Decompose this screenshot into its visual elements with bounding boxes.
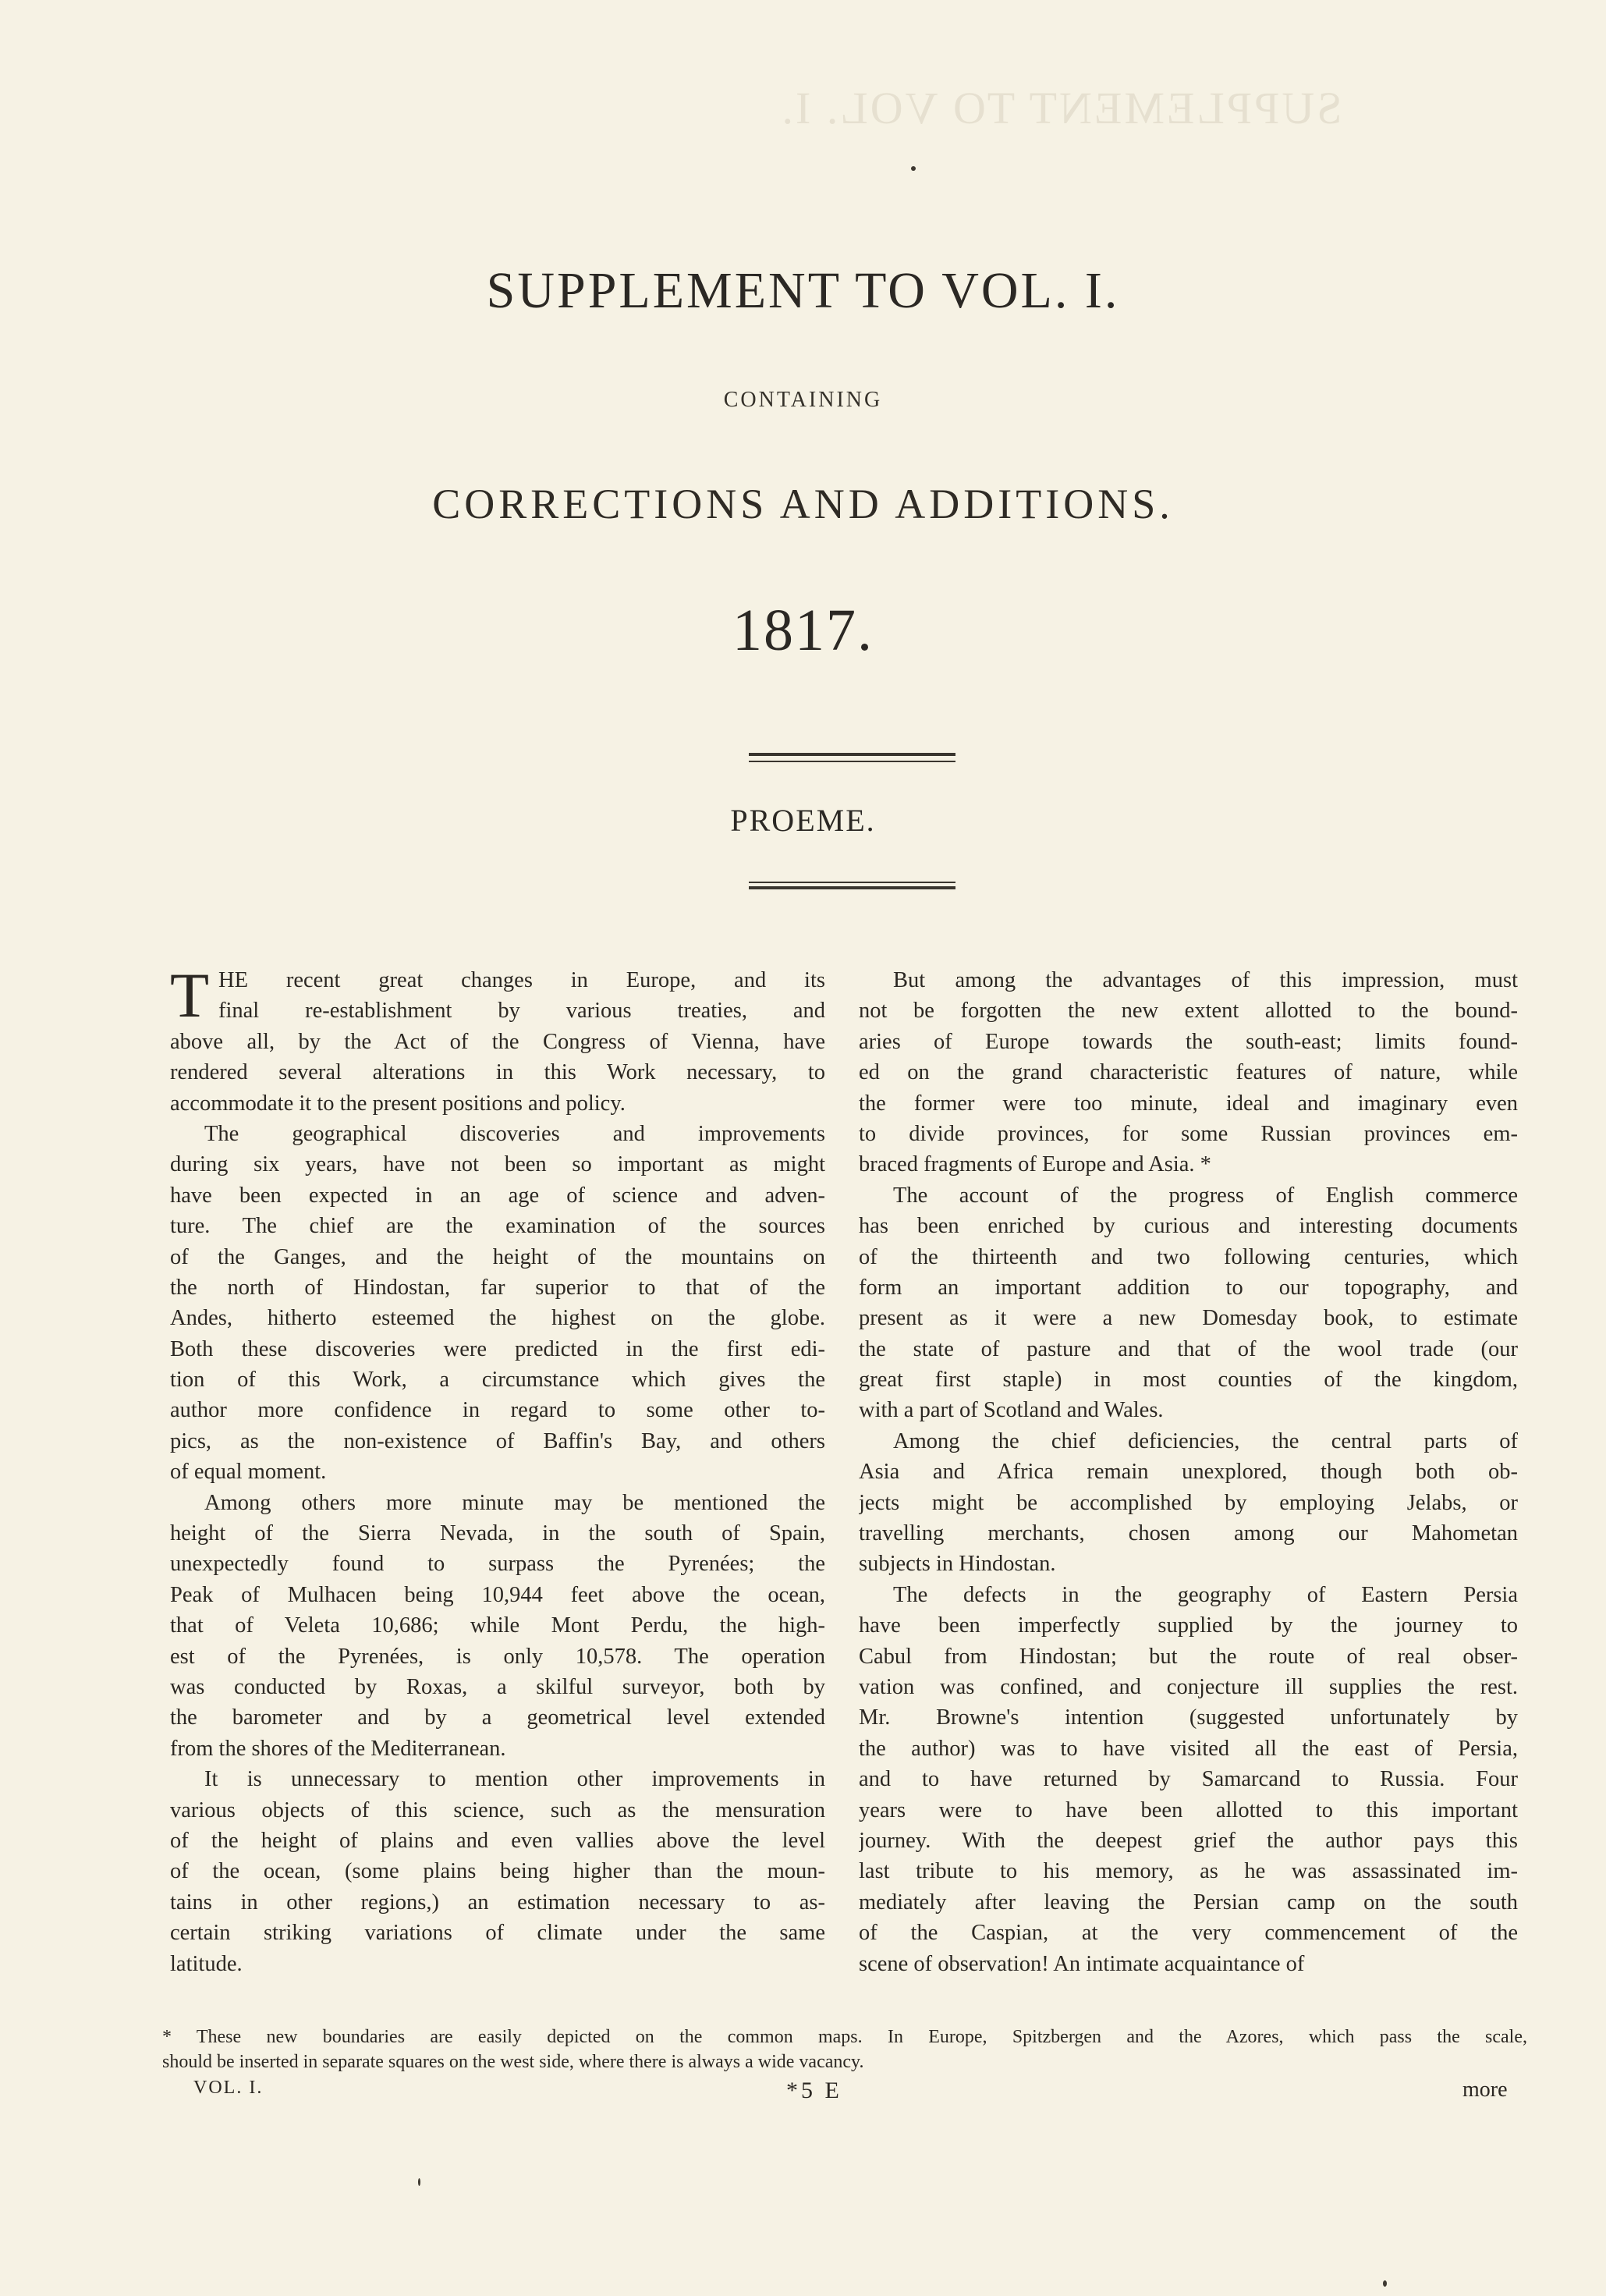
text-line: aries of Europe towards the south-east; limits found- [859,1029,1518,1054]
text-line: Among the chief deficiencies, the central parts of [893,1428,1518,1453]
text-line: has been enriched by curious and interesting documents [859,1214,1518,1239]
text-line: Mr. Browne's intention (suggested unfortunately by [859,1705,1518,1730]
drop-cap: T [170,960,210,1031]
text-line: HE recent great changes in Europe, and its [218,968,825,992]
text-line: great first staple) in most counties of the kingdom, [859,1368,1518,1393]
text-line: ed on the grand characteristic features of nature, while [859,1060,1518,1085]
text-line: the former were too minute, ideal and imaginary even [859,1091,1518,1116]
text-line: Peak of Mulhacen being 10,944 feet above the ocean, [170,1582,825,1607]
text-line: subjects in Hindostan. [859,1552,1056,1577]
text-line: author more confidence in regard to some other to- [170,1398,825,1423]
text-line: accommodate it to the present positions and policy. [170,1091,626,1116]
text-line: to divide provinces, for some Russian provinces em- [859,1121,1518,1146]
footnote-line: * These new boundaries are easily depicted on the common maps. In Europe, Spitzbergen and the Azores, which pass the scale, [162,2027,1527,2047]
text-line: last tribute to his memory, as he was assassinated im- [859,1859,1518,1884]
text-line: braced fragments of Europe and Asia. * [859,1152,1211,1177]
text-line: Both these discoveries were predicted in the first edi- [170,1336,825,1361]
text-line: est of the Pyrenées, is only 10,578. The operation [170,1644,825,1669]
text-line: the author) was to have visited all the east of Persia, [859,1736,1518,1761]
lower-rule-thick [749,886,955,889]
text-line: It is unnecessary to mention other improvements in [204,1767,825,1792]
text-line: not be forgotten the new extent allotted to the bound- [859,999,1518,1024]
text-line: tion of this Work, a circumstance which gives the [170,1368,825,1393]
publication-year: 1817. [732,598,874,663]
text-line: the north of Hindostan, far superior to that of the [170,1275,825,1300]
text-line: height of the Sierra Nevada, in the south of Spain, [170,1521,825,1546]
text-line: have been imperfectly supplied by the journey to [859,1613,1518,1638]
page-subtitle: CORRECTIONS AND ADDITIONS. [432,481,1174,527]
text-line: from the shores of the Mediterranean. [170,1736,506,1761]
containing-label: CONTAINING [723,388,883,412]
ink-speck [911,166,916,171]
text-line: The geographical discoveries and improvements [204,1121,825,1146]
text-line: above all, by the Act of the Congress of Vienna, have [170,1029,825,1054]
signature-mark: *5 E [786,2078,842,2103]
text-line: of the ocean, (some plains being higher than the moun- [170,1859,825,1884]
text-line: of the thirteenth and two following centuries, which [859,1244,1518,1269]
text-line: that of Veleta 10,686; while Mont Perdu, the high- [170,1613,825,1638]
text-line: Asia and Africa remain unexplored, though both ob- [859,1460,1518,1485]
text-line: final re-establishment by various treaties, and [218,999,825,1024]
text-line: latitude. [170,1951,243,1976]
text-line: The account of the progress of English commerce [893,1183,1518,1208]
footnote [162,2025,1527,2074]
right-text-column [859,965,1518,1979]
lower-rule-thin [749,882,955,883]
footnote-line: should be inserted in separate squares on the west side, where there is always a wide vacancy. [162,2052,864,2072]
text-line: vation was confined, and conjecture ill supplies the rest. [859,1674,1518,1699]
text-line: of the Ganges, and the height of the mountains on [170,1244,825,1269]
show-through-text: SUPPLEMENT TO VOL. I. [779,83,1342,133]
text-line: various objects of this science, such as the mensuration [170,1797,825,1822]
text-line: form an important addition to our topography, and [859,1275,1518,1300]
text-line: pics, as the non-existence of Baffin's Bay, and others [170,1428,825,1453]
text-line: ture. The chief are the examination of the sources [170,1214,825,1239]
text-line: of the height of plains and even vallies above the level [170,1828,825,1853]
text-line: Among others more minute may be mentioned the [204,1490,825,1515]
text-line: rendered several alterations in this Work necessary, to [170,1060,825,1085]
upper-rule-thick [749,753,955,756]
text-line: certain striking variations of climate under the same [170,1921,825,1946]
text-line: during six years, have not been so important as might [170,1152,825,1177]
ink-speck [418,2178,420,2186]
text-line: present as it were a new Domesday book, to estimate [859,1306,1518,1331]
text-line: was conducted by Roxas, a skilful surveyor, both by [170,1674,825,1699]
text-line: years were to have been allotted to this important [859,1797,1518,1822]
text-line: jects might be accomplished by employing Jelabs, or [859,1490,1518,1515]
text-line: The defects in the geography of Eastern Persia [893,1582,1518,1607]
left-text-column [170,960,825,1979]
text-line: travelling merchants, chosen among our Mahometan [859,1521,1518,1546]
text-line: of the Caspian, at the very commencement of the [859,1921,1518,1946]
text-line: the state of pasture and that of the wool trade (our [859,1336,1518,1361]
text-line: scene of observation! An intimate acquaintance of [859,1951,1305,1976]
ink-speck [1383,2280,1387,2287]
text-line: the barometer and by a geometrical level extended [170,1705,825,1730]
text-line: with a part of Scotland and Wales. [859,1398,1164,1423]
section-heading: PROEME. [730,803,876,838]
text-line: have been expected in an age of science and adven- [170,1183,825,1208]
catchword: more [1462,2078,1508,2102]
text-line: Andes, hitherto esteemed the highest on the globe. [170,1306,825,1331]
page-title: SUPPLEMENT TO VOL. I. [486,262,1120,319]
text-line: mediately after leaving the Persian camp on the south [859,1890,1518,1915]
text-line: and to have returned by Samarcand to Russia. Four [859,1767,1518,1792]
text-line: unexpectedly found to surpass the Pyrenées; the [170,1552,825,1577]
text-line: of equal moment. [170,1460,327,1485]
text-line: tains in other regions,) an estimation necessary to as- [170,1890,825,1915]
text-line: journey. With the deepest grief the author pays this [859,1828,1518,1853]
upper-rule-thin [749,761,955,762]
volume-marker: VOL. I. [193,2078,264,2098]
text-line: But among the advantages of this impression, must [893,968,1518,992]
text-line: Cabul from Hindostan; but the route of real obser- [859,1644,1518,1669]
